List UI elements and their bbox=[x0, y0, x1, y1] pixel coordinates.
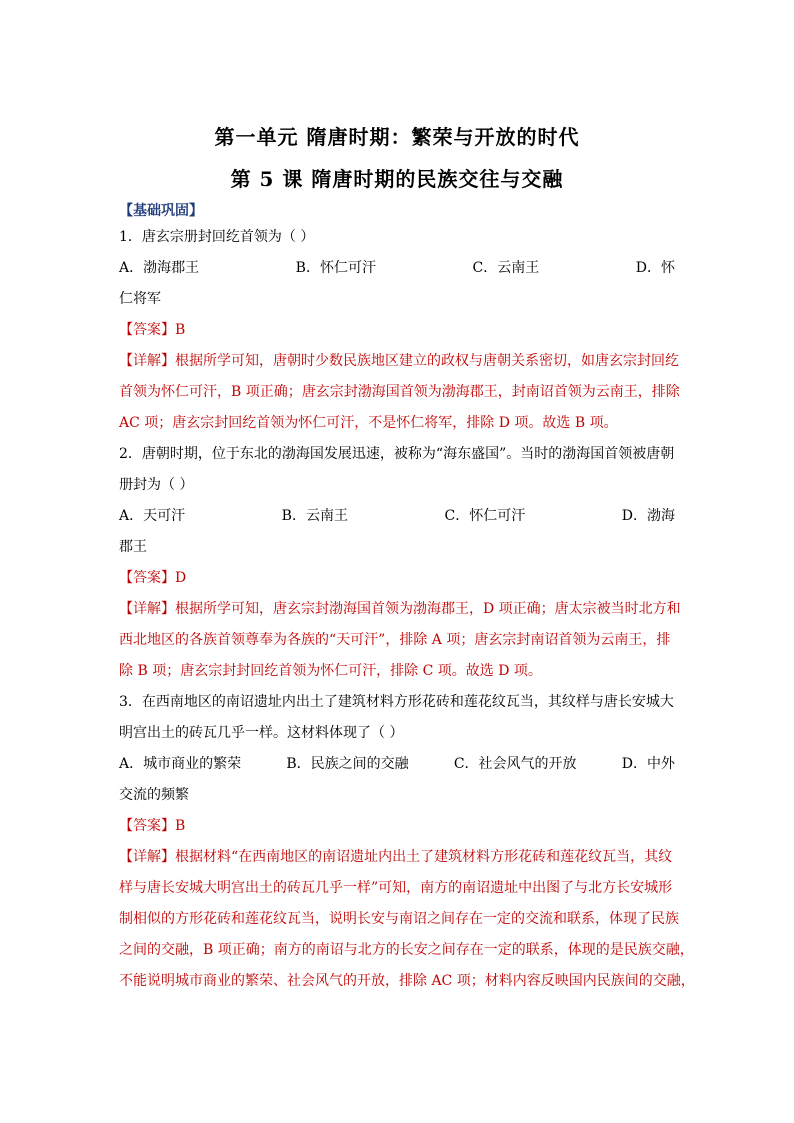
detail-line bbox=[119, 346, 679, 377]
option-d: D．中外 bbox=[621, 756, 675, 772]
lesson-title: 第 5 课 隋唐时期的民族交往与交融 bbox=[230, 167, 564, 191]
detail-text: 根据所学可知，唐玄宗封渤海国首领为渤海郡王，D 项正确；唐太宗被当时北方和 bbox=[175, 601, 681, 617]
question-3 bbox=[119, 687, 695, 997]
detail-tag: 【详解】 bbox=[119, 601, 175, 617]
answer-tag: 【答案】 bbox=[119, 818, 175, 834]
answer-value: B bbox=[175, 818, 186, 834]
option-c: C．云南王 bbox=[472, 260, 540, 276]
detail-text: 根据所学可知，唐朝时少数民族地区建立的政权与唐朝关系密切，如唐玄宗封回纥 bbox=[175, 353, 679, 369]
answer-value: B bbox=[175, 322, 186, 338]
detail-tag: 【详解】 bbox=[119, 849, 175, 865]
question-1 bbox=[119, 222, 680, 439]
detail-text: ”可知，南方的南诏遗址中出图了与北方长安城形 bbox=[371, 880, 673, 896]
answer-tag: 【答案】 bbox=[119, 322, 175, 338]
detail-line: 除 B 项；唐玄宗封封回纥首领为怀仁可汗，排除 C 项。故选 D 项。 bbox=[119, 663, 542, 679]
question-stem: 1．唐玄宗册封回纥首领为（ ） bbox=[119, 229, 315, 245]
answer-value: D bbox=[175, 570, 187, 586]
option-a: A．渤海郡王 bbox=[119, 260, 200, 276]
question-stem: 2．唐朝时期，位于东北的渤海国发展迅速，被称为“海东盛国”。当时的渤海国首领被唐朝 bbox=[119, 446, 675, 462]
quoted-material: 样与唐长安城大明宫出土的砖瓦几乎一样 bbox=[119, 880, 371, 896]
answer-line bbox=[119, 811, 675, 842]
question-options bbox=[119, 253, 675, 284]
answer-line bbox=[119, 315, 675, 346]
question-stem: 册封为（ ） bbox=[119, 477, 194, 493]
option-d: D．怀 bbox=[635, 260, 675, 276]
question-2 bbox=[119, 439, 681, 687]
option-a: A．天可汗 bbox=[119, 508, 186, 524]
detail-tag: 【详解】 bbox=[119, 353, 175, 369]
answer-line bbox=[119, 563, 675, 594]
question-options bbox=[119, 749, 675, 780]
option-d-continued: 交流的频繁 bbox=[119, 787, 189, 803]
option-c: C．社会风气的开放 bbox=[453, 756, 577, 772]
question-stem: 3．在西南地区的南诏遗址内出土了建筑材料方形花砖和莲花纹瓦当，其纹样与唐长安城大 bbox=[119, 694, 674, 710]
detail-line bbox=[119, 873, 675, 904]
quoted-material: 在西南地区的南诏遗址内出土了建筑材料方形花砖和莲花纹瓦当 bbox=[238, 849, 631, 865]
detail-line bbox=[119, 594, 681, 625]
detail-line bbox=[119, 842, 675, 873]
unit-title: 第一单元 隋唐时期：繁荣与开放的时代 bbox=[214, 125, 580, 149]
option-d: D．渤海 bbox=[621, 508, 675, 524]
document-page bbox=[119, 118, 695, 997]
detail-text: 根据材料“ bbox=[175, 849, 239, 865]
option-a: A．城市商业的繁荣 bbox=[119, 756, 242, 772]
option-b: B．云南王 bbox=[281, 508, 348, 524]
option-c: C．怀仁可汗 bbox=[444, 508, 526, 524]
detail-text: ，其纹 bbox=[630, 849, 673, 865]
detail-line: 制相似的方形花砖和莲花纹瓦当，说明长安与南诏之间存在一定的交流和联系，体现了民族 bbox=[119, 911, 679, 927]
detail-line: AC 项；唐玄宗封回纥首领为怀仁可汗，不是怀仁将军，排除 D 项。故选 B 项。 bbox=[119, 415, 618, 431]
option-b: B．怀仁可汗 bbox=[295, 260, 376, 276]
detail-line: 之间的交融，B 项正确；南方的南诏与北方的长安之间存在一定的联系，体现的是民族交融， bbox=[119, 942, 694, 958]
detail-line: 首领为怀仁可汗，B 项正确；唐玄宗封渤海国首领为渤海郡王，封南诏首领为云南王，排除 bbox=[119, 384, 680, 400]
question-stem: 明宫出土的砖瓦几乎一样。这材料体现了（ ） bbox=[119, 725, 404, 741]
option-d-continued: 仁将军 bbox=[119, 291, 161, 307]
option-d-continued: 郡王 bbox=[119, 539, 147, 555]
section-heading: 【基础巩固】 bbox=[119, 203, 203, 219]
question-options bbox=[119, 501, 675, 532]
detail-line: 西北地区的各族首领尊奉为各族的“天可汗”，排除 A 项；唐玄宗封南诏首领为云南王，排 bbox=[119, 632, 671, 648]
option-b: B．民族之间的交融 bbox=[286, 756, 409, 772]
detail-line: 不能说明城市商业的繁荣、社会风气的开放，排除 AC 项；材料内容反映国内民族间的交融， bbox=[119, 973, 695, 989]
answer-tag: 【答案】 bbox=[119, 570, 175, 586]
